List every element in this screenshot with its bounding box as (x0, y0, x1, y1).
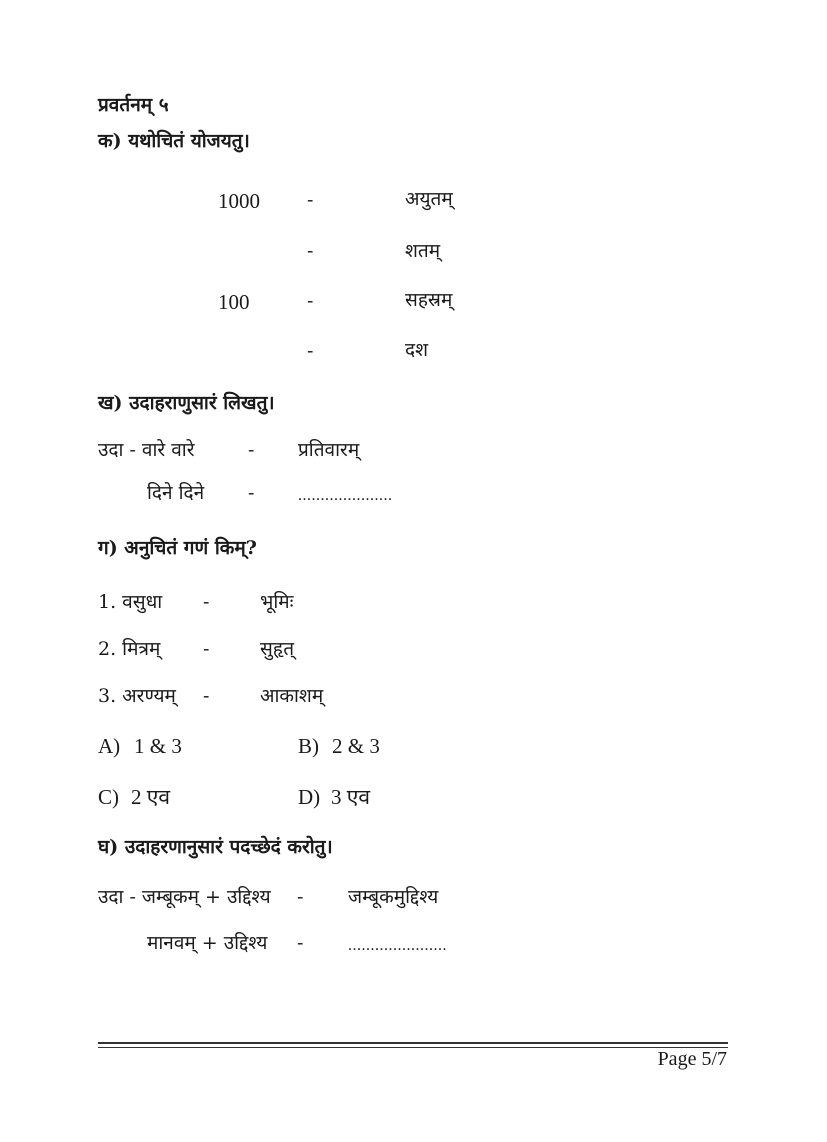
choice-b-text: 2 & 3 (332, 734, 380, 758)
option-item-2-left: 2. मित्रम् (98, 638, 161, 660)
choice-a-label: A) (98, 734, 121, 758)
section-a-heading: क) यथोचितं योजयतु। (98, 130, 250, 152)
section-b-example-dash: - (248, 439, 255, 461)
match-dash-1: - (307, 189, 314, 211)
choice-b-label: B) (298, 734, 319, 758)
section-b-heading: ख) उदाहराणुसारं लिखतु। (98, 392, 275, 414)
choice-c-label: C) (98, 785, 119, 809)
section-b-question: दिने दिने (147, 482, 205, 504)
section-b-example-prefix: उदा - वारे वारे (98, 439, 195, 461)
section-c-heading: ग) अनुचितं गणं किम्? (98, 537, 257, 559)
match-right-2: शतम् (405, 240, 441, 262)
match-left-3: 100 (218, 290, 250, 314)
match-dash-4: - (307, 340, 314, 362)
match-right-1: अयुतम् (405, 188, 453, 210)
match-dash-2: - (307, 240, 314, 262)
option-item-2-dash: - (203, 638, 210, 660)
section-d-question: मानवम् + उद्दिश्य (147, 932, 268, 954)
lesson-title: प्रवर्तनम् ५ (98, 94, 169, 116)
option-item-3-dash: - (203, 685, 210, 707)
option-item-2-right: सुहृत् (260, 638, 295, 660)
choice-a-text: 1 & 3 (134, 734, 182, 758)
section-b-example-answer: प्रतिवारम् (298, 439, 360, 461)
page-number: Page 5/7 (657, 1048, 727, 1070)
section-b-question-dash: - (248, 482, 255, 504)
section-d-answer-blank: ...................... (348, 937, 447, 954)
match-left-1: 1000 (218, 189, 260, 213)
option-item-1-right: भूमिः (260, 591, 294, 613)
option-item-1-dash: - (203, 591, 210, 613)
option-item-3-right: आकाशम् (260, 685, 324, 707)
section-d-example-answer: जम्बूकमुद्दिश्य (348, 886, 439, 908)
section-d-example-dash: - (297, 886, 304, 908)
footer-rule-thin (98, 1047, 728, 1048)
choice-c-text: 2 एव (131, 785, 171, 809)
option-item-1-left: 1. वसुधा (98, 591, 163, 613)
option-item-3-left: 3. अरण्यम् (98, 685, 176, 707)
section-d-example-prefix: उदा - जम्बूकम् + उद्दिश्य (98, 886, 271, 908)
match-right-3: सहस्रम् (405, 289, 453, 311)
section-d-heading: घ) उदाहरणानुसारं पदच्छेदं करोतु। (98, 836, 333, 858)
match-right-4: दश (405, 339, 429, 361)
section-d-question-dash: - (297, 932, 304, 954)
choice-d-label: D) (298, 785, 321, 809)
footer-rule-thick (98, 1042, 728, 1044)
section-b-answer-blank: ..................... (298, 487, 393, 504)
choice-d-text: 3 एव (331, 785, 371, 809)
match-dash-3: - (307, 290, 314, 312)
